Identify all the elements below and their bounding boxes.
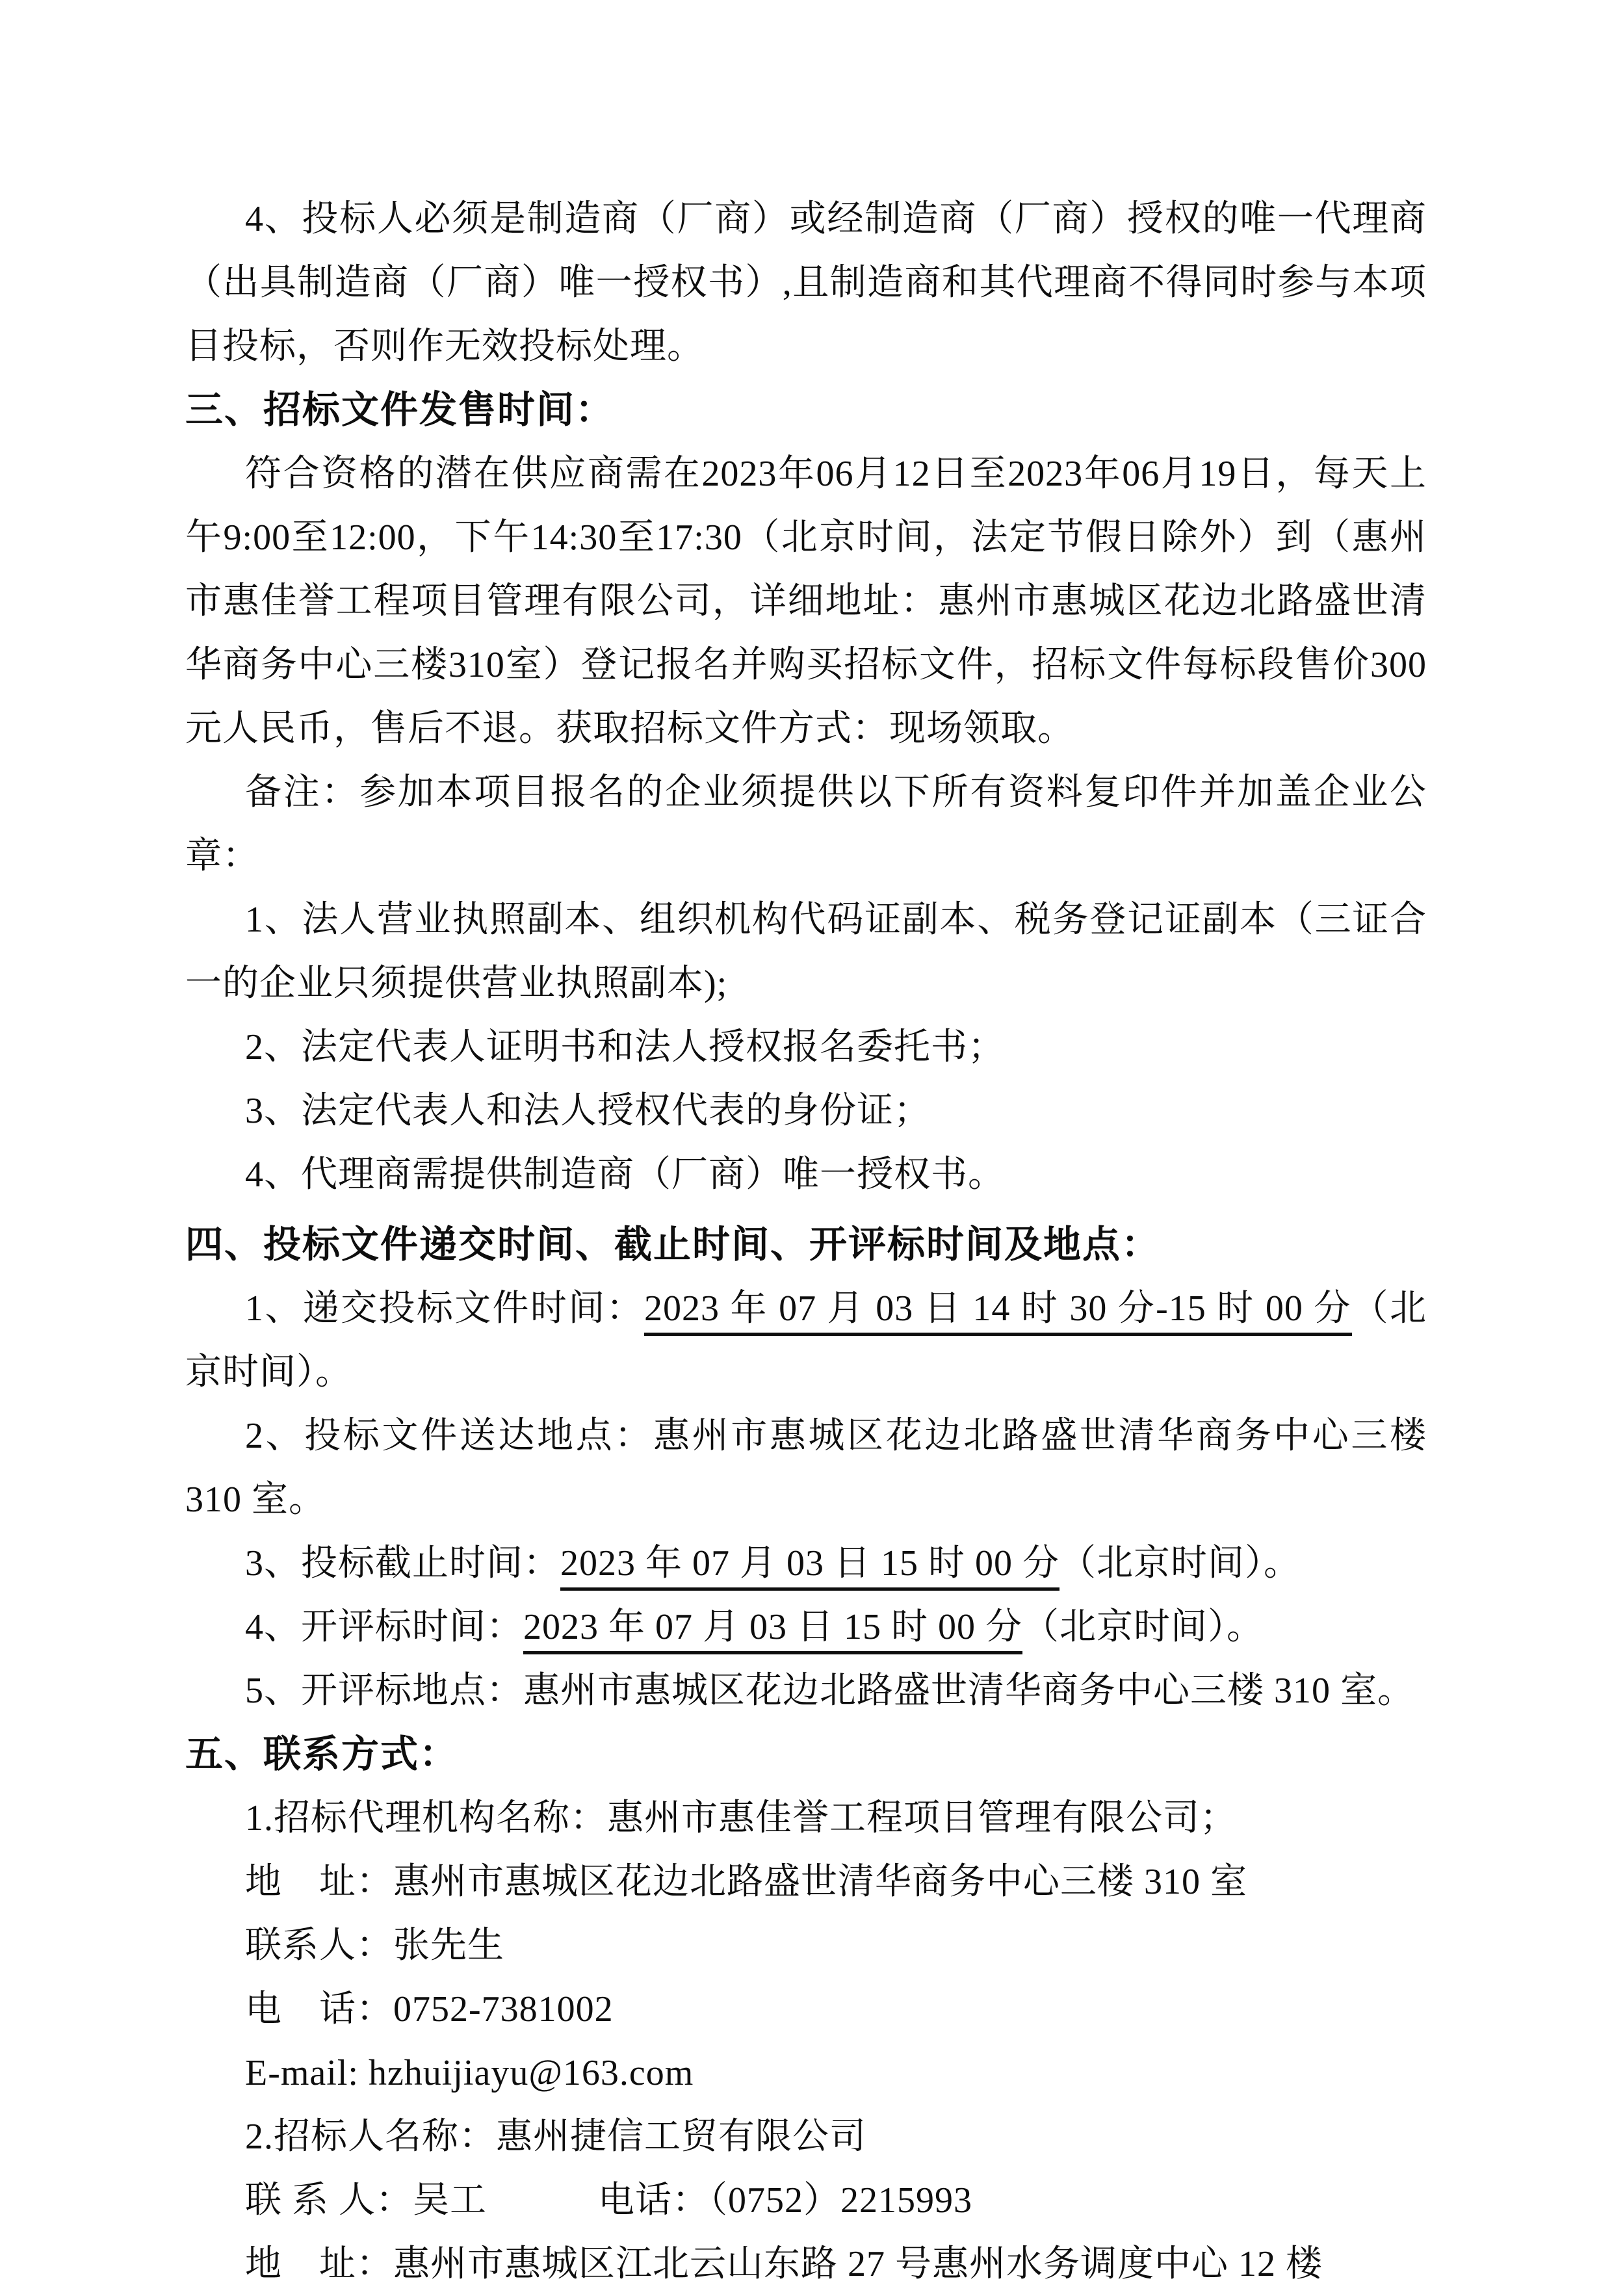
item-label: 1、递交投标文件时间： <box>245 1288 645 1329</box>
section-4-item-2 <box>185 1404 1427 1532</box>
item-suffix: 惠州市惠城区花边北路盛世清华商务中心三楼 310 室。 <box>523 1671 1414 1711</box>
section-4-item-4 <box>185 1595 1427 1659</box>
agency-address-line: 地 址：惠州市惠城区花边北路盛世清华商务中心三楼 310 室 <box>245 1862 1247 1902</box>
agency-contact-line: 联系人：张先生 <box>245 1925 504 1966</box>
document-content <box>185 187 1427 2296</box>
underlined-datetime: 2023 年 07 月 03 日 15 时 00 分 <box>560 1543 1060 1591</box>
item-label: 2、投标文件送达地点： <box>245 1416 653 1456</box>
tenderer-contact-phone-line: 联 系 人：吴工 电话：（0752）2215993 <box>245 2180 972 2221</box>
tenderer-name-line: 2.招标人名称：惠州捷信工贸有限公司 <box>245 2117 866 2157</box>
tenderer-address-line: 地 址：惠州市惠城区江北云山东路 27 号惠州水务调度中心 12 楼 <box>245 2244 1323 2284</box>
section-3-paragraph: 符合资格的潜在供应商需在2023年06月12日至2023年06月19日，每天上午9:00至12:00，下午14:30至17:30（北京时间，法定节假日除外）到（惠州市惠佳誉工程项目管理有限公司，详细地址：惠州市惠城区花边北路盛世清华商务中心三楼310室）登记报名并购买招标文件，招标文件每标段售价300元人民币，售后不退。获取招标文件方式：现场领取。 <box>185 454 1427 749</box>
section-4-heading: 四、投标文件递交时间、截止时间、开评标时间及地点： <box>185 1223 1161 1266</box>
item-suffix: 惠州市惠城区花边北路盛世清华商务中心三楼 310 室。 <box>185 1416 1427 1520</box>
section-5-heading: 五、联系方式： <box>185 1733 459 1775</box>
agency-email-line: E-mail: hzhuijiayu@163.com <box>245 2053 694 2093</box>
section-4-item-1 <box>185 1277 1427 1404</box>
section-4-item-3 <box>185 1532 1427 1595</box>
section-3-note: 备注：参加本项目报名的企业须提供以下所有资料复印件并加盖企业公章： <box>185 772 1427 876</box>
underlined-datetime: 2023 年 07 月 03 日 14 时 30 分-15 时 00 分 <box>644 1288 1352 1336</box>
section-3-item-1: 1、法人营业执照副本、组织机构代码证副本、税务登记证副本（三证合一的企业只须提供营业执照副本); <box>185 900 1427 1004</box>
section-3-item-3: 3、法定代表人和法人授权代表的身份证； <box>245 1091 931 1131</box>
section-3-item-4: 4、代理商需提供制造商（厂商）唯一授权书。 <box>245 1155 1005 1195</box>
agency-phone-line: 电 话：0752-7381002 <box>245 1989 614 2029</box>
section-4-item-5 <box>185 1659 1427 1723</box>
section-3-item-2: 2、法定代表人证明书和法人授权报名委托书； <box>245 1027 1005 1067</box>
item-label: 4、开评标时间： <box>245 1607 523 1647</box>
agency-name-line: 1.招标代理机构名称：惠州市惠佳誉工程项目管理有限公司； <box>245 1798 1237 1838</box>
item-label: 3、投标截止时间： <box>245 1543 560 1584</box>
item-suffix: （北京时间）。 <box>185 1288 1427 1392</box>
item-label: 5、开评标地点： <box>245 1671 523 1711</box>
clause-4-paragraph: 4、投标人必须是制造商（厂商）或经制造商（厂商）授权的唯一代理商（出具制造商（厂商）唯一授权书）,且制造商和其代理商不得同时参与本项目投标，否则作无效投标处理。 <box>185 199 1427 367</box>
underlined-datetime: 2023 年 07 月 03 日 15 时 00 分 <box>523 1607 1022 1654</box>
item-suffix: （北京时间）。 <box>1022 1607 1264 1647</box>
item-suffix: （北京时间）。 <box>1060 1543 1301 1584</box>
section-3-heading: 三、招标文件发售时间： <box>185 389 615 431</box>
